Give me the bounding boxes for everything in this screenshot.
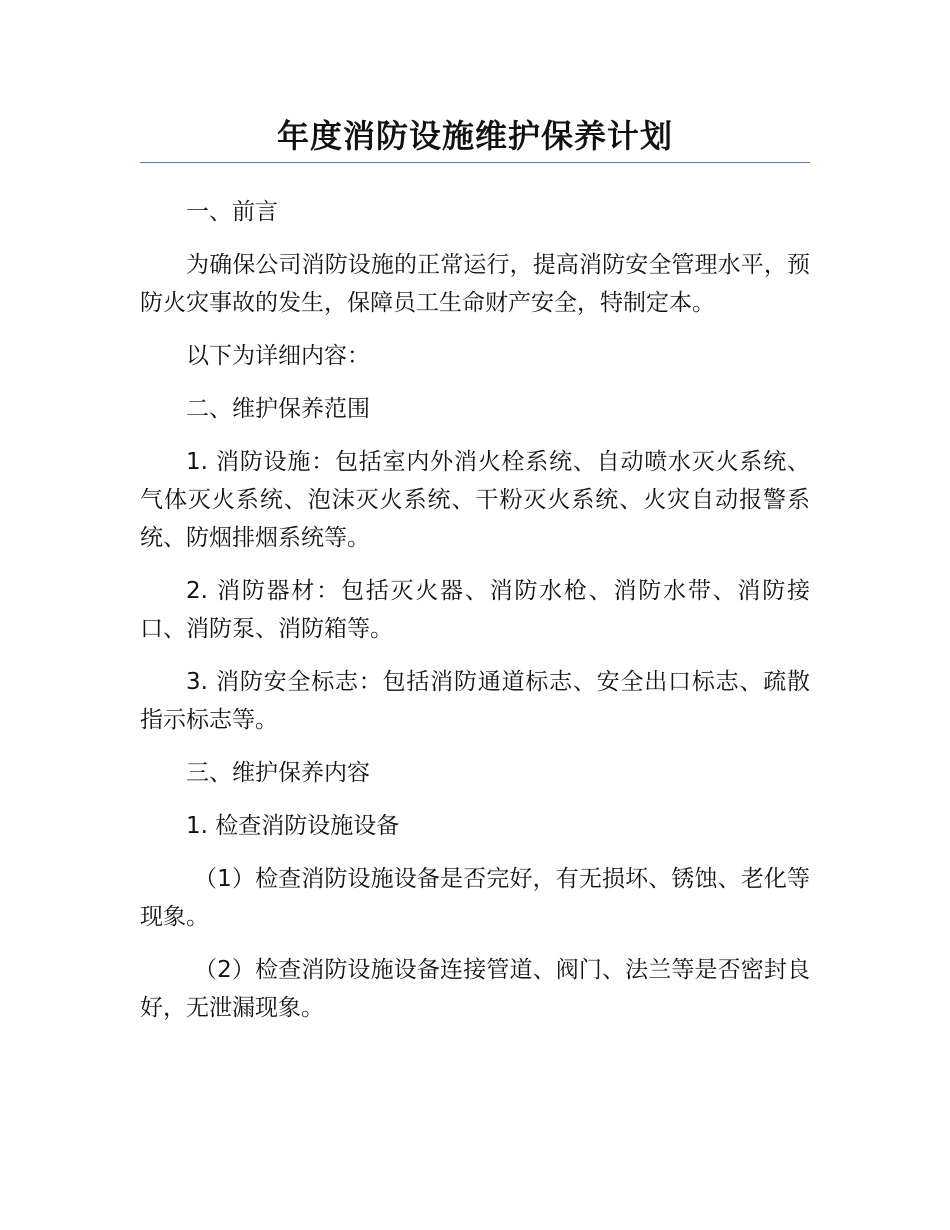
title-underline (140, 162, 810, 163)
content-item-inspect: 1. 检查消防设施设备 (186, 813, 400, 839)
scope-item-equipment: 2. 消防器材：包括灭火器、消防水枪、消防水带、消防接口、消防泵、消防箱等。 (140, 578, 810, 642)
section-heading-preface: 一、前言 (186, 199, 278, 225)
content-subitem-1: （1）检查消防设施设备是否完好，有无损坏、锈蚀、老化等现象。 (140, 866, 810, 930)
section-heading-scope: 二、维护保养范围 (186, 396, 370, 422)
content-subitem-2: （2）检查消防设施设备连接管道、阀门、法兰等是否密封良好，无泄漏现象。 (140, 957, 810, 1021)
paragraph-intro: 以下为详细内容： (186, 343, 370, 369)
document-body (140, 193, 810, 1042)
section-heading-content: 三、维护保养内容 (186, 760, 370, 786)
scope-item-facilities: 1. 消防设施：包括室内外消火栓系统、自动喷水灭火系统、气体灭火系统、泡沫灭火系统、干粉灭火系统、火灾自动报警系统、防烟排烟系统等。 (140, 449, 810, 551)
paragraph-purpose: 为确保公司消防设施的正常运行，提高消防安全管理水平，预防火灾事故的发生，保障员工生命财产安全，特制定本。 (140, 252, 810, 316)
scope-item-signs: 3. 消防安全标志：包括消防通道标志、安全出口标志、疏散指示标志等。 (140, 669, 810, 733)
document-title: 年度消防设施维护保养计划 (276, 117, 673, 155)
